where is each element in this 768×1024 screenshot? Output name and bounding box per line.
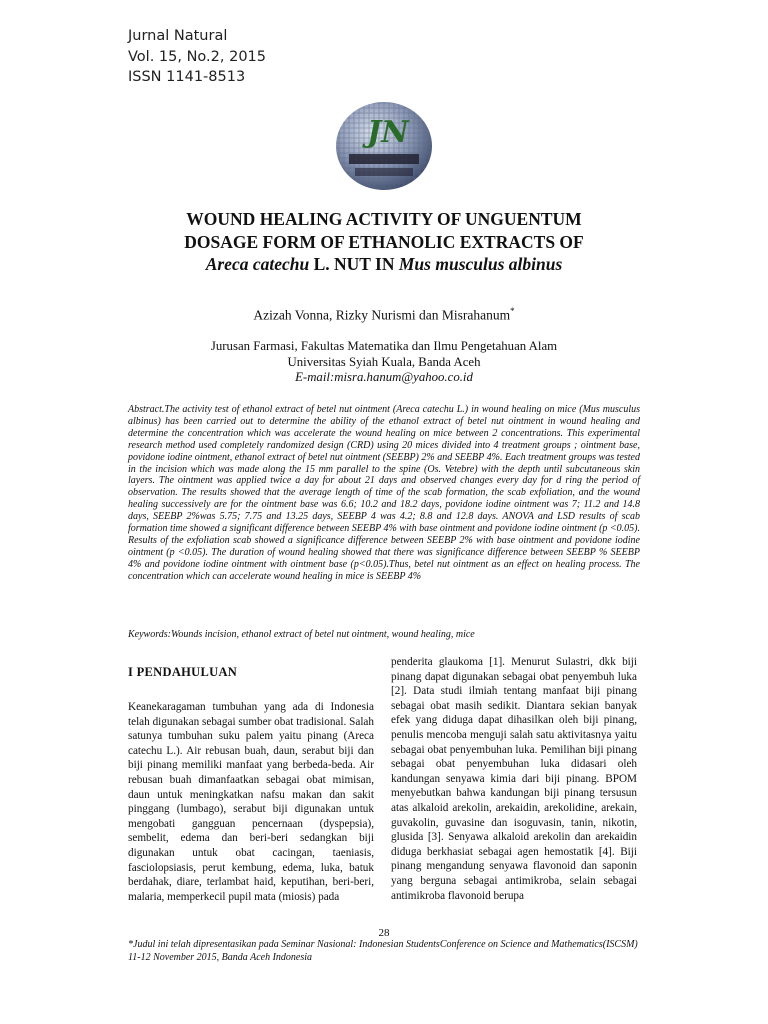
keywords [128, 629, 640, 640]
title-line-2: DOSAGE FORM OF ETHANOLIC EXTRACTS OF [184, 231, 584, 252]
journal-volume: Vol. 15, No.2, 2015 [128, 48, 266, 65]
keywords-text: Wounds incision, ethanol extract of betel nut ointment, wound healing, mice [170, 629, 475, 640]
title-mid: L. NUT IN [309, 254, 399, 274]
jurnal-natural-logo-icon [329, 98, 439, 194]
footnote: *Judul ini telah dipresentasikan pada Seminar Nasional: Indonesian StudentsConference on Science and Mathematics(ISCSM) 11-12 November 2015, Banda Aceh Indonesia [128, 939, 638, 963]
affiliation [80, 339, 688, 386]
author-names: Azizah Vonna, Rizky Nurismi dan Misrahanum [253, 307, 511, 323]
abstract-label: Abstract. [128, 404, 165, 415]
keywords-label: Keywords: [128, 629, 171, 640]
authors [80, 306, 688, 324]
section-heading: I PENDAHULUAN [128, 665, 238, 679]
title-species: Areca catechu [205, 254, 310, 274]
title-line-1: WOUND HEALING ACTIVITY OF UNGUENTUM [186, 209, 582, 229]
left-column [128, 700, 374, 904]
journal-issn: ISSN 1141-8513 [128, 69, 246, 85]
logo-letters: JN [367, 115, 409, 150]
right-column-paragraph: penderita glaukoma [1]. Menurut Sulastri, dkk biji pinang dapat digunakan sebagai obat penyembuh luka [2]. Data studi ilmiah tentang manfaat biji pinang sebagai obat masih sedikit. Diantara sekian banyak efek yang diduga dapat dihasilkan oleh biji pinang, penulis mencoba menguji salah satu aktivitasnya yaitu sebagai obat penyembuhan luka. Pemilihan biji pinang sebagai obat penyembuhan luka didasari oleh kandungan senyawa kimia dari biji pinang. BPOM menyebutkan bahwa kandungan biji pinang tersusun atas alkaloid arekolin, arekaidin, arekolidine, arekain, guvakolin, guvasine dan isoguvasin, tanin, nikotin, glusida [3]. Senyawa alkaloid arekolin dan arekaidin diduga berkhasiat sebagai agen hemostatik [4]. Biji pinang mengandung senyawa flavonoid dan saponin yang berguna sebagai antimikroba, selain sebagai antimikroba flavonoid berupa [391, 656, 637, 902]
right-column [391, 655, 637, 903]
title-host: Mus musculus albinus [398, 254, 563, 274]
abstract [128, 404, 640, 583]
journal-name: Jurnal Natural [128, 28, 228, 44]
page-number: 28 [378, 927, 390, 939]
affiliation-email[interactable] [80, 370, 688, 386]
email-text[interactable]: E-mail:misra.hanum@yahoo.co.id [295, 370, 473, 384]
title-line-3 [80, 253, 688, 276]
abstract-text: The activity test of ethanol extract of betel nut ointment (Areca catechu L.) in wound healing on mice (Mus musculus albinus) has been carried out to determine the ability of the ethanol extract of betel nut ointment in wound healing and determine the concentration which was accelerate the wound healing on mice between 2 concentrations. This experimental research method used completely randomized design (CRD) using 20 mices divided into 4 treatment groups ; ointment base, povidone iodine ointment, ethanol extract of betel nut ointment (SEEBP) 2% and SEEBP 4%. Each treatment groups was tested in the incision which was made along the 15 mm parallel to the spine (Os. Vetebre) with the depth until subcutaneous skin layers. The ointment was applied twice a day for about 21 days and observed changes every day for d ring the period of observation. The results showed that the average length of time of the scab formation, the scab exfoliation, and the wound healing successively are for the ointment base was 6.6; 10.2 and 18.2 days, povidone iodine ointment was 7; 11.2 and 14.8 days, SEEBP 2%was 5.75; 7.75 and 13.25 days, SEEBP 4 was 4.2; 8.8 and 12.8 days. ANOVA and LSD results of scab formation time showed a significant difference between SEEBP 4% with base ointment and povidone iodine ointment (p <0.05). Results of the exfoliation scab showed a significance difference between SEEBP 2% with base ointment and povidone iodine ointment (p <0.05). The duration of wound healing showed that there was significance difference between SEEBP % SEEBP 4% and povidone iodine ointment with ointment base (p<0.05).Thus, betel nut ointment as an effect on healing process. The concentration which can accelerate wound healing in mice is SEEBP 4% [128, 404, 640, 582]
journal-header [128, 26, 266, 88]
corresponding-mark: * [510, 306, 515, 316]
affiliation-line-1: Jurusan Farmasi, Fakultas Matematika dan Ilmu Pengetahuan Alam [210, 339, 558, 353]
paper-title [80, 208, 688, 276]
affiliation-line-2: Universitas Syiah Kuala, Banda Aceh [287, 354, 481, 369]
left-column-paragraph: Keanekaragaman tumbuhan yang ada di Indonesia telah digunakan sebagai sumber obat tradisional. Salah satunya tumbuhan suku palem yaitu pinang (Areca catechu L.). Air rebusan buah, daun, serabut biji dan biji pinang memiliki manfaat yang berbeda-beda. Air rebusan buah dimanfaatkan sebagai obat mimisan, daun untuk meningkatkan nafsu makan dan sakit pinggang (lumbago), serabut biji digunakan untuk mengobati gangguan pencernaan (dyspepsia), sembelit, edema dan beri-beri sedangkan biji digunakan untuk obat cacingan, taeniasis, fasciolopsiasis, perut kembung, edema, luka, batuk berdahak, diare, terlambat haid, keputihan, beri-beri, malaria, memperkecil pupil mata (miosis) pada [128, 701, 374, 903]
